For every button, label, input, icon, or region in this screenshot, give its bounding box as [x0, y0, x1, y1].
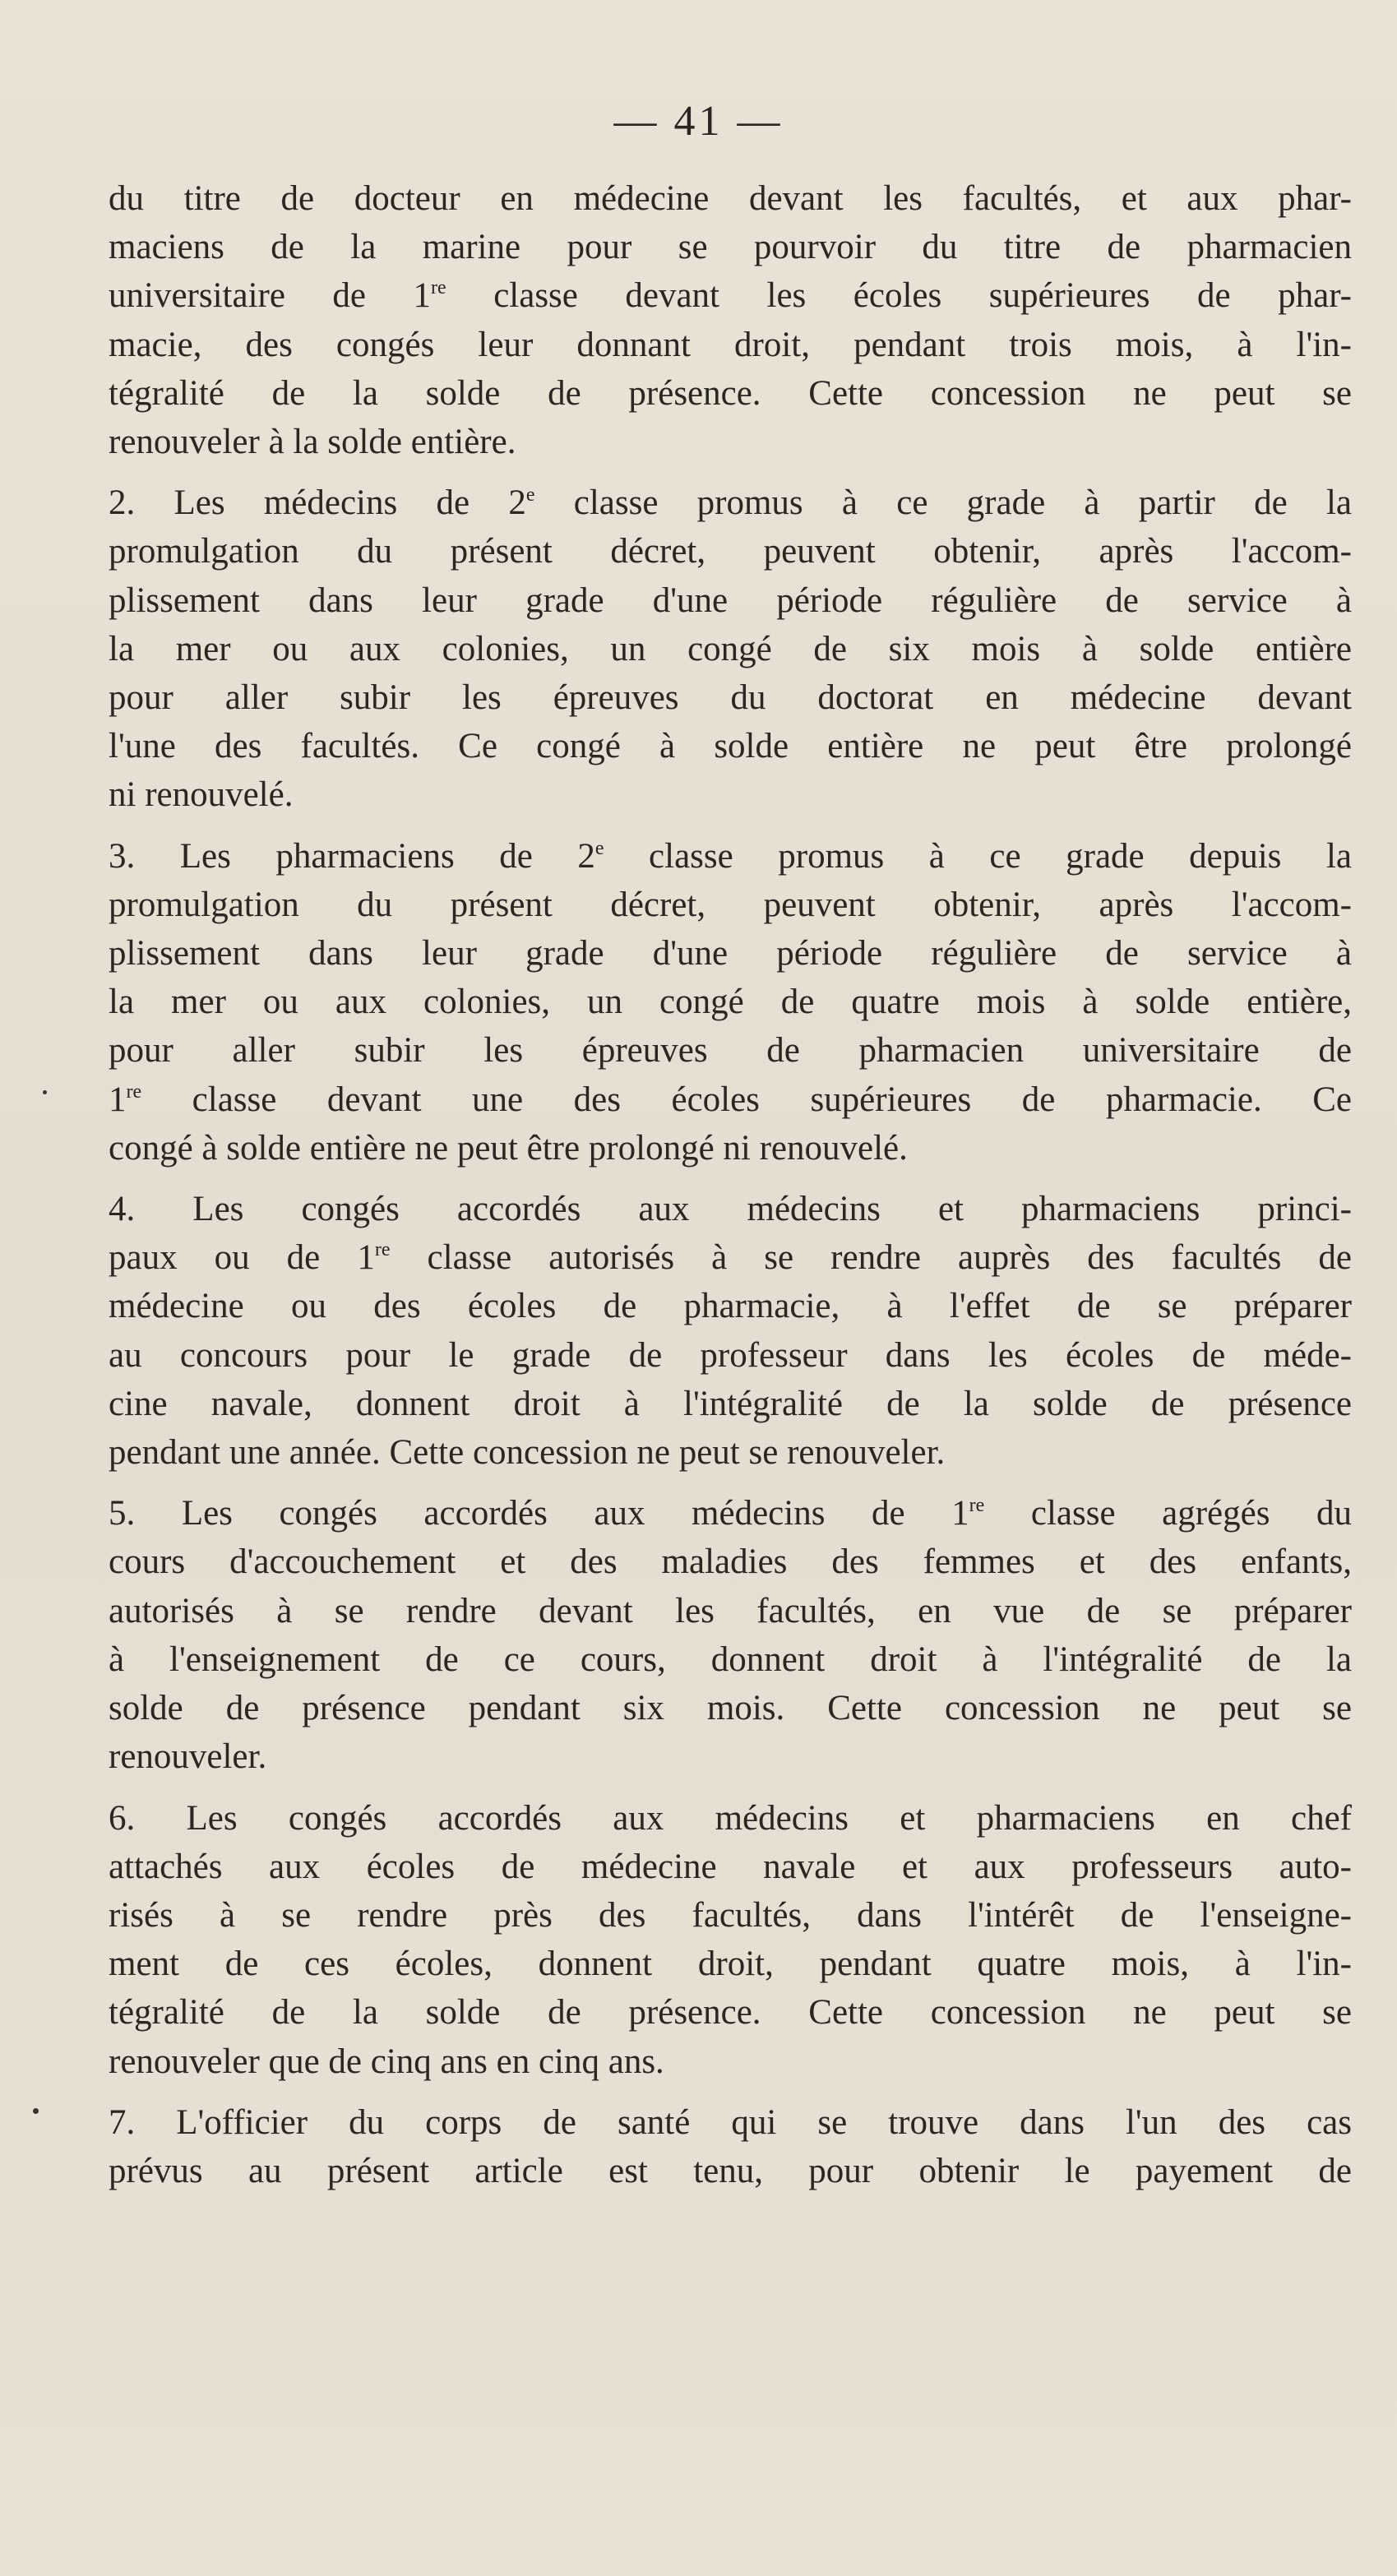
- paragraph-4: [109, 1185, 1352, 1477]
- paragraph-2: [109, 479, 1352, 819]
- text-line: universitaire de 1re classe devant les écoles supérieures de phar-: [109, 276, 1352, 316]
- text-line: renouveler que de cinq ans en cinq ans.: [109, 2042, 664, 2081]
- paragraph-7: [109, 2098, 1352, 2195]
- text-line: 4. Les congés accordés aux médecins et pharmaciens princi-: [109, 1190, 1352, 1229]
- text-line: 2. Les médecins de 2e classe promus à ce grade à partir de la: [109, 483, 1352, 523]
- text-line: 3. Les pharmaciens de 2e classe promus à ce grade depuis la: [109, 836, 1352, 876]
- text-line: ni renouvelé.: [109, 775, 294, 815]
- paragraph-5: [109, 1489, 1352, 1781]
- ink-speck: [43, 1090, 47, 1094]
- text-line: tégralité de la solde de présence. Cette concession ne peut se: [109, 1993, 1352, 2033]
- text-line: prévus au présent article est tenu, pour obtenir le payement de: [109, 2151, 1352, 2190]
- text-line: plissement dans leur grade d'une période régulière de service à: [109, 934, 1352, 974]
- text-line: 1re classe devant une des écoles supérieures de pharmacie. Ce: [109, 1080, 1352, 1119]
- text-line: paux ou de 1re classe autorisés à se rendre auprès des facultés de: [109, 1238, 1352, 1278]
- text-line: cours d'accouchement et des maladies des femmes et des enfants,: [109, 1542, 1352, 1582]
- text-line: tégralité de la solde de présence. Cette concession ne peut se: [109, 373, 1352, 413]
- ink-speck: [33, 2108, 39, 2114]
- text-line: ment de ces écoles, donnent droit, pendant quatre mois, à l'in-: [109, 1945, 1352, 1984]
- text-line: médecine ou des écoles de pharmacie, à l'effet de se préparer: [109, 1287, 1352, 1326]
- text-line: maciens de la marine pour se pourvoir du titre de pharmacien: [109, 228, 1352, 267]
- text-line: cine navale, donnent droit à l'intégralité de la solde de présence: [109, 1384, 1352, 1423]
- text-line: la mer ou aux colonies, un congé de quatre mois à solde entière,: [109, 983, 1352, 1022]
- text-line: autorisés à se rendre devant les facultés, en vue de se préparer: [109, 1591, 1352, 1630]
- text-line: du titre de docteur en médecine devant les facultés, et aux phar-: [109, 179, 1352, 218]
- text-line: attachés aux écoles de médecine navale et aux professeurs auto-: [109, 1847, 1352, 1886]
- text-line: solde de présence pendant six mois. Cette concession ne peut se: [109, 1689, 1352, 1728]
- text-line: pendant une année. Cette concession ne peut se renouveler.: [109, 1433, 946, 1473]
- text-line: la mer ou aux colonies, un congé de six mois à solde entière: [109, 629, 1352, 668]
- text-line: 5. Les congés accordés aux médecins de 1re classe agrégés du: [109, 1494, 1352, 1533]
- text-line: au concours pour le grade de professeur dans les écoles de méde-: [109, 1335, 1352, 1375]
- text-line: renouveler à la solde entière.: [109, 423, 516, 462]
- text-line: plissement dans leur grade d'une période régulière de service à: [109, 580, 1352, 620]
- text-line: 7. L'officier du corps de santé qui se trouve dans l'un des cas: [109, 2102, 1352, 2142]
- text-line: renouveler.: [109, 1737, 267, 1777]
- text-line: pour aller subir les épreuves de pharmacien universitaire de: [109, 1031, 1352, 1071]
- paragraph-6: [109, 1794, 1352, 2086]
- text-line: macie, des congés leur donnant droit, pendant trois mois, à l'in-: [109, 325, 1352, 364]
- text-line: risés à se rendre près des facultés, dans l'intérêt de l'enseigne-: [109, 1895, 1352, 1935]
- paragraph-3: [109, 832, 1352, 1172]
- text-line: à l'enseignement de ce cours, donnent droit à l'intégralité de la: [109, 1639, 1352, 1679]
- page-number: — 41 —: [613, 98, 784, 145]
- text-line: l'une des facultés. Ce congé à solde entière ne peut être prolongé: [109, 727, 1352, 766]
- text-line: promulgation du présent décret, peuvent obtenir, après l'accom-: [109, 885, 1352, 924]
- text-line: promulgation du présent décret, peuvent obtenir, après l'accom-: [109, 532, 1352, 571]
- text-line: 6. Les congés accordés aux médecins et pharmaciens en chef: [109, 1798, 1352, 1838]
- text-line: pour aller subir les épreuves du doctorat en médecine devant: [109, 678, 1352, 718]
- body-text: [109, 174, 1352, 2195]
- paragraph-continuation: [109, 174, 1352, 466]
- text-line: congé à solde entière ne peut être prolongé ni renouvelé.: [109, 1128, 908, 1168]
